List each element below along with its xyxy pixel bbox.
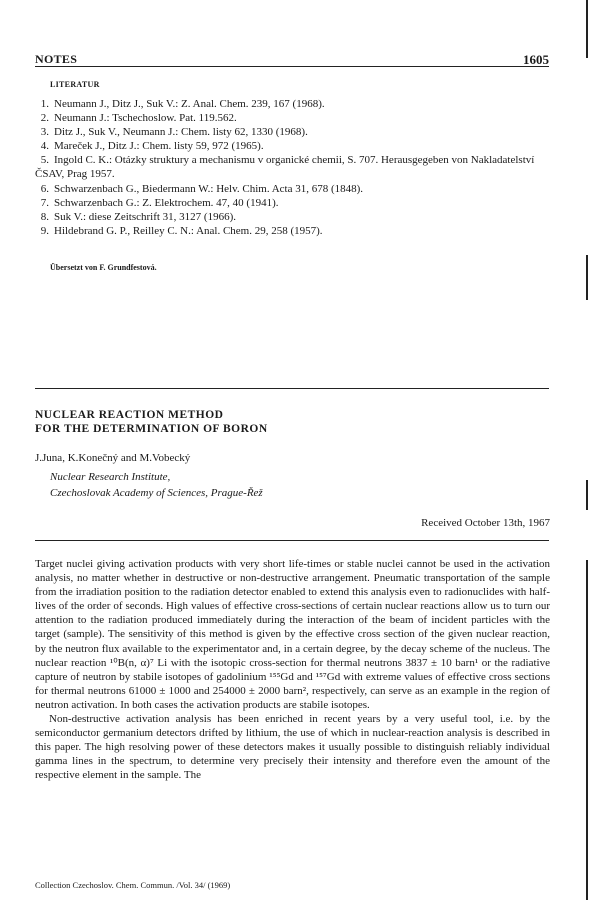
page-header	[35, 50, 549, 67]
article-affiliation	[50, 469, 263, 501]
affiliation-line-1: Nuclear Research Institute,	[50, 471, 171, 483]
scan-margin-mark-bottom	[586, 560, 588, 900]
reference-text: Ditz J., Suk V., Neumann J.: Chem. listy 62, 1330 (1968).	[54, 126, 308, 139]
reference-number: 7.	[40, 196, 49, 209]
reference-number: 9.	[40, 224, 49, 237]
reference-number: 5.	[40, 154, 49, 167]
reference-item	[35, 111, 550, 125]
reference-number: 1.	[40, 98, 49, 110]
journal-footer: Collection Czechoslov. Chem. Commun. /Vol. 34/ (1969)	[35, 880, 231, 890]
section-divider	[35, 388, 549, 389]
section-name: NOTES	[35, 52, 78, 66]
abstract-divider	[35, 540, 549, 541]
body-paragraph-2: Non-destructive activation analysis has been enriched in recent years by a very useful tool, i.e. by the semiconductor germanium detectors drifted by lithium, the use of which in nuclear-reaction analysis is described in this paper. The high resolving power of these detectors makes it usually possible to distinguish reliably individual gamma lines in the spectrum, to determine very precisely their intensity and therefore even the amount of the respective element in the sample. The	[35, 713, 550, 782]
reference-text: Suk V.: diese Zeitschrift 31, 3127 (1966).	[54, 210, 236, 223]
affiliation-line-2: Czechoslovak Academy of Sciences, Prague-Řež	[50, 487, 263, 499]
received-date: Received October 13th, 1967	[421, 517, 550, 529]
reference-text: Ingold C. K.: Otázky struktury a mechanismu v organické chemii, S. 707. Herausgegeben von Nakladatelství ČSAV, Prag 1957.	[35, 154, 535, 181]
reference-item	[35, 210, 550, 224]
body-paragraph-1: Target nuclei giving activation products with very short life-times or stable nuclei cannot be used in the activation analysis, no matter whether in destructive or non-destructive arrangement. Pneumatic transportation of the sample from the irradiation position to the radiation detector enabled to extend this analysis even to radionuclides with half-lives of the order of seconds. High values of effective cross-sections of certain nuclear reactions allow us to turn our attention to the radiation produced immediately during the interaction of the beam of incident particles with the target (sample). The sensitivity of this method is given by the effective cross section of the given nuclear reaction, by the neutron flux available to the experimentator and, in a certain degree, by the decay scheme of the nucleus. The nuclear reaction ¹⁰B(n, α)⁷ Li with the isotopic cross-section for thermal neutrons 3837 ± 10 barn¹ or the radiative capture of neutron by stabile isotopes of gadolinium ¹⁵⁵Gd and ¹⁵⁷Gd with extreme values of effective cross sections for thermal neutrons 61000 ± 1000 and 254000 ± 2000 barn², respectively, can serve as an example in the region of neutron activation. In both cases the activation products are stabile isotopes.	[35, 558, 550, 711]
reference-item	[35, 224, 550, 238]
translator-note: Übersetzt von F. Grundfestová.	[50, 263, 157, 272]
scan-margin-mark-top	[586, 0, 588, 58]
reference-text: Hildebrand G. P., Reilley C. N.: Anal. Chem. 29, 258 (1957).	[54, 224, 323, 237]
reference-text: Neumann J.: Tschechoslow. Pat. 119.562.	[54, 112, 237, 125]
reference-text: Neumann J., Ditz J., Suk V.: Z. Anal. Chem. 239, 167 (1968).	[54, 98, 325, 110]
reference-number: 4.	[40, 140, 49, 153]
reference-number: 2.	[40, 112, 49, 125]
reference-number: 6.	[40, 182, 49, 195]
scan-margin-mark-middle	[586, 255, 588, 300]
reference-item	[35, 182, 550, 196]
article-title	[35, 408, 268, 436]
article-title-line-1: NUCLEAR REACTION METHOD	[35, 409, 224, 421]
article-authors: J.Juna, K.Konečný and M.Vobecký	[35, 452, 191, 464]
reference-text: Schwarzenbach G., Biedermann W.: Helv. Chim. Acta 31, 678 (1848).	[54, 182, 364, 195]
reference-text: Schwarzenbach G.: Z. Elektrochem. 47, 40 (1941).	[54, 196, 279, 209]
article-title-line-2: FOR THE DETERMINATION OF BORON	[35, 423, 268, 435]
reference-item	[35, 139, 550, 153]
reference-number: 3.	[40, 126, 49, 139]
page-number: 1605	[523, 52, 549, 67]
reference-item	[35, 125, 550, 139]
reference-text: Mareček J., Ditz J.: Chem. listy 59, 972 (1965).	[54, 140, 264, 153]
reference-item	[35, 196, 550, 210]
reference-number: 8.	[40, 210, 49, 223]
article-body	[35, 557, 550, 783]
scan-margin-mark-lower	[586, 480, 588, 510]
references-heading: LITERATUR	[50, 80, 100, 89]
reference-list	[35, 97, 550, 238]
reference-item	[35, 153, 550, 181]
reference-item	[35, 97, 550, 111]
